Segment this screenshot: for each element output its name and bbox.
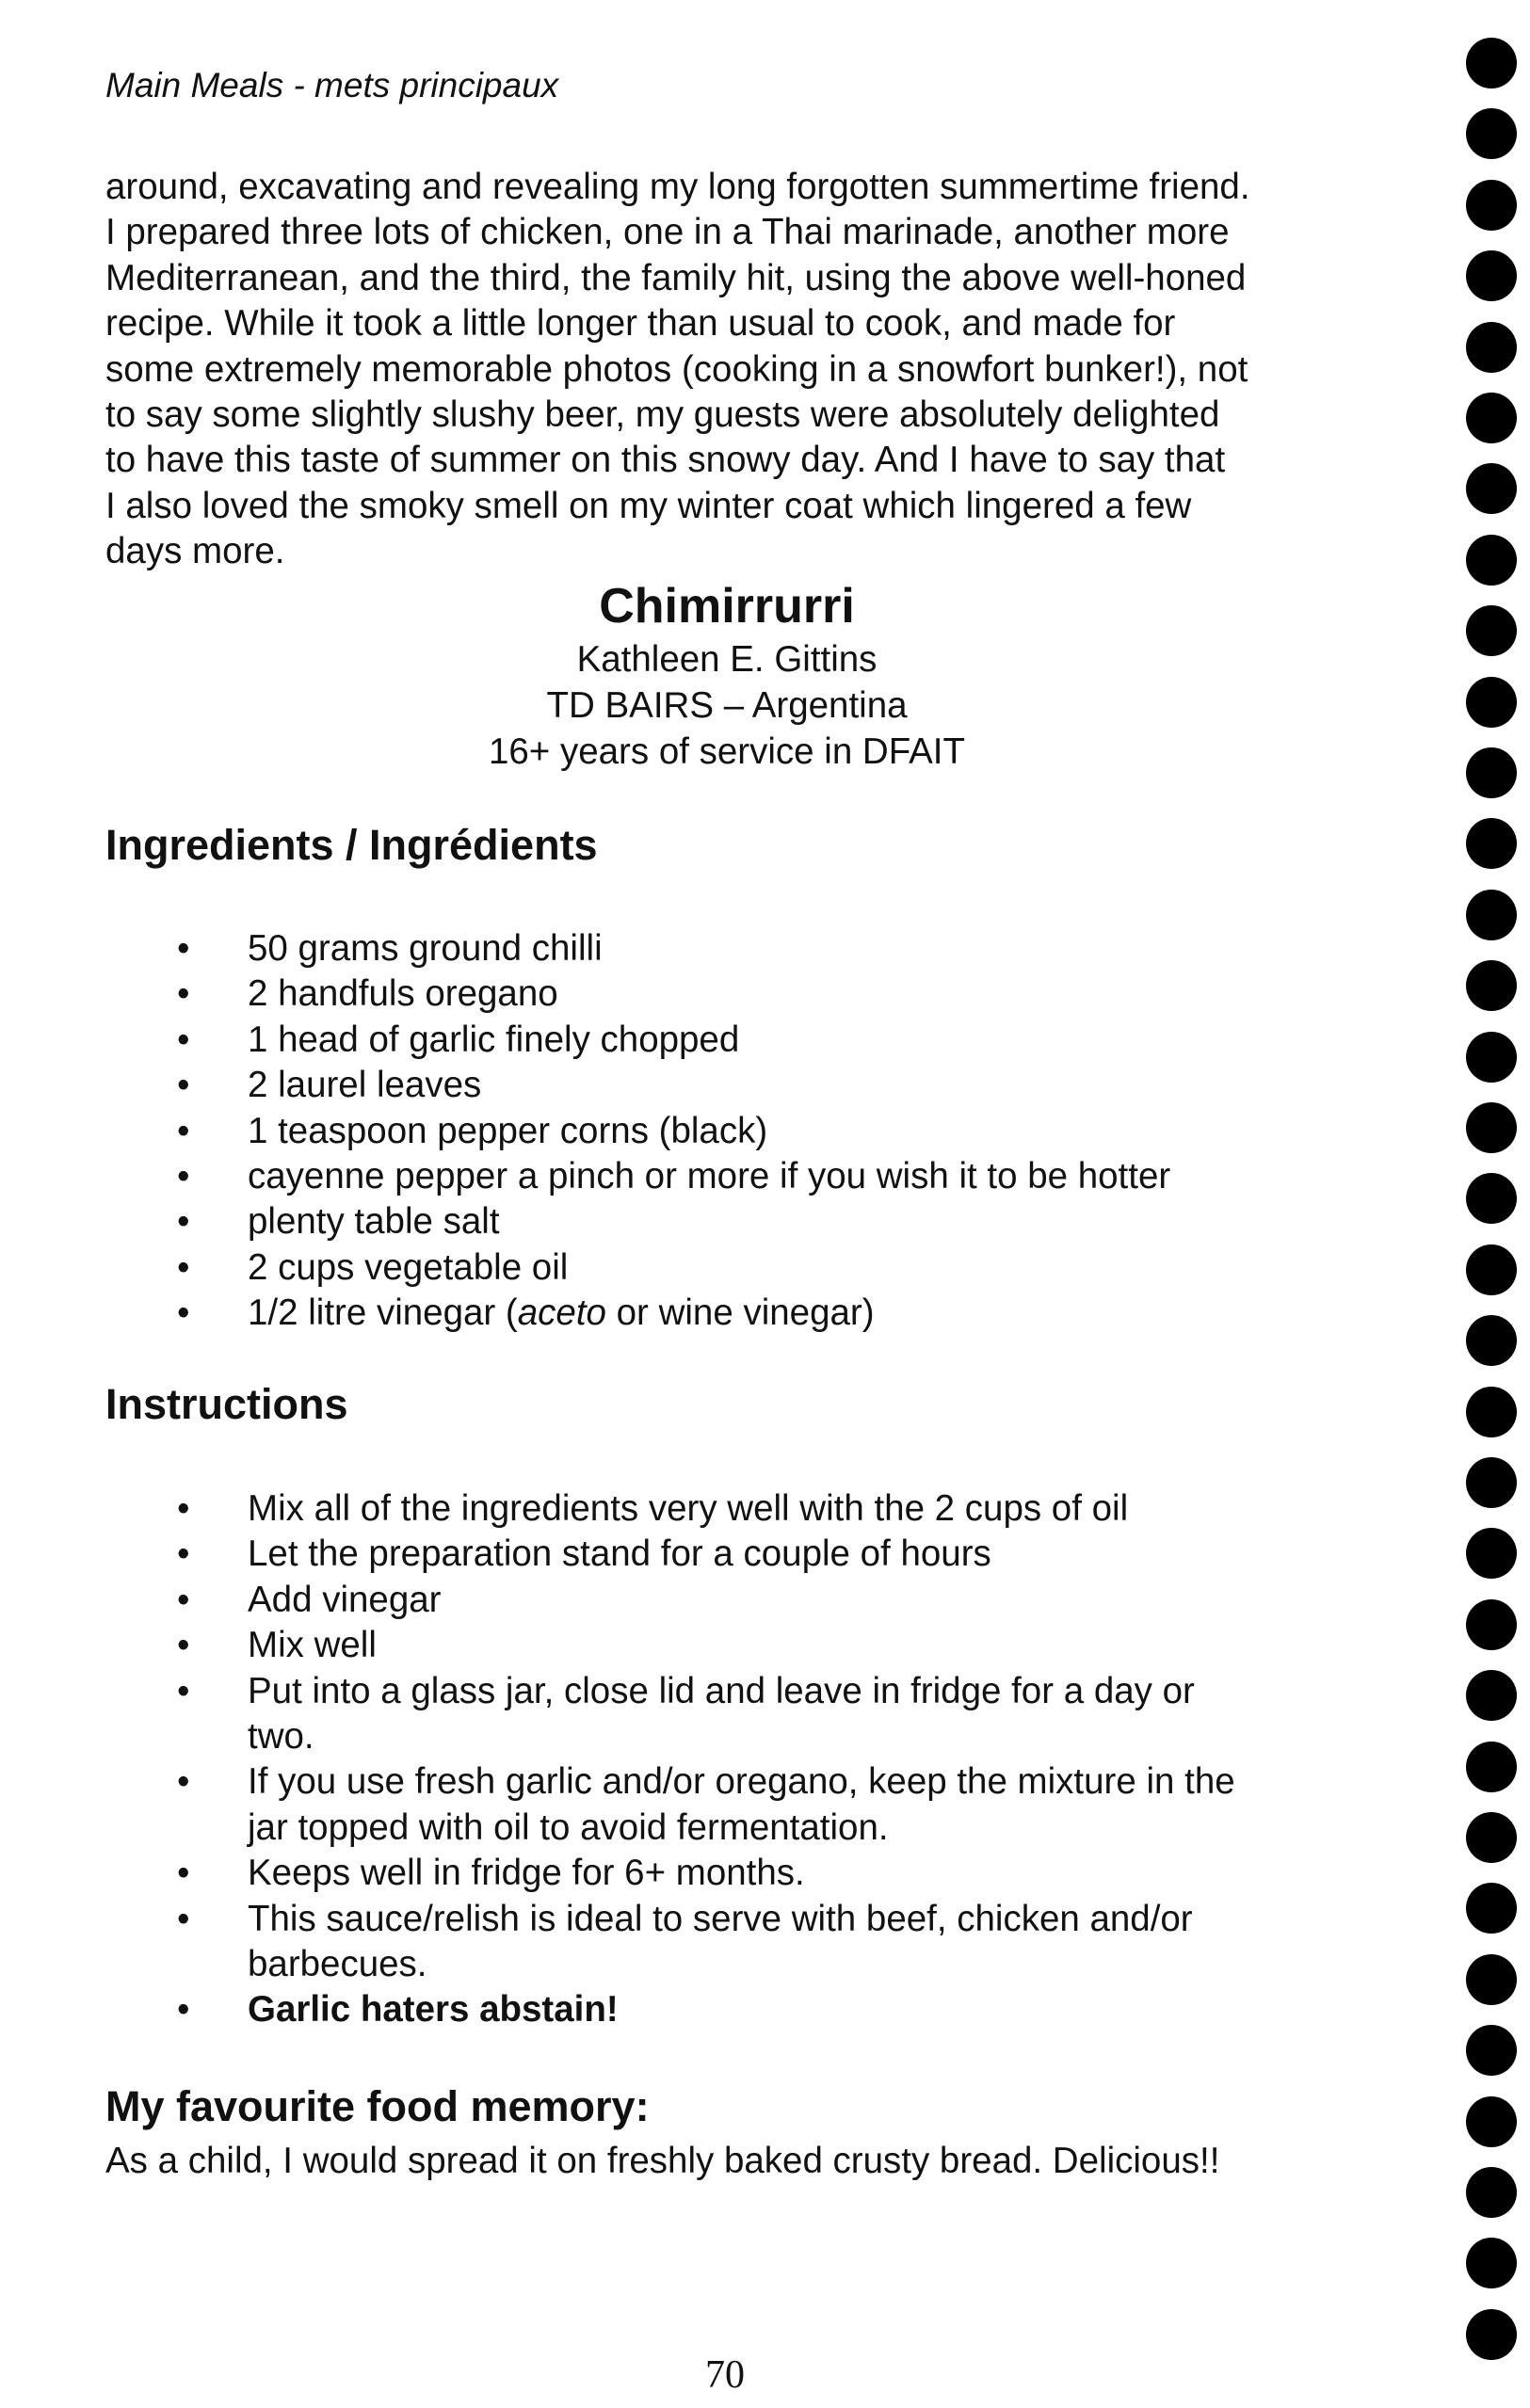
list-item (0, 1245, 1340, 1291)
intro-line: Mediterranean, and the third, the family hit, using the above well-honed (105, 257, 1247, 298)
ingredients-heading: Ingredients / Ingrédients (105, 821, 598, 869)
binding-hole-icon (1466, 322, 1517, 373)
page-number: 70 (705, 2353, 745, 2397)
ingredient-text-italic: aceto (517, 1292, 606, 1334)
binding-hole-icon (1466, 1315, 1517, 1366)
list-item (0, 971, 1340, 1017)
binding-hole-icon (1466, 2096, 1517, 2147)
bullet-icon: • (177, 1670, 190, 1711)
intro-paragraph (105, 165, 1367, 575)
binding-hole-icon (1466, 1457, 1517, 1508)
ingredient-text-before: 1/2 litre vinegar ( (248, 1292, 518, 1334)
intro-line: I also loved the smoky smell on my winter coat which lingered a few (105, 485, 1192, 526)
list-item (0, 1018, 1340, 1063)
list-item (0, 1199, 1340, 1244)
ingredient-text-after: or wine vinegar) (605, 1292, 875, 1334)
instruction-line: This sauce/relish is ideal to serve with beef, chicken and/or (248, 1898, 1193, 1939)
binding-hole-icon (1466, 108, 1517, 159)
list-item (0, 1154, 1340, 1199)
ingredient-text: 50 grams ground chilli (248, 928, 603, 969)
ingredient-text: 2 cups vegetable oil (248, 1246, 569, 1288)
list-item (0, 1623, 1340, 1668)
bullet-icon: • (177, 1533, 190, 1575)
intro-line: recipe. While it took a little longer than usual to cook, and made for (105, 303, 1176, 345)
intro-line: some extremely memorable photos (cooking in a snowfort bunker!), not (105, 348, 1248, 390)
instruction-line-bold: Garlic haters abstain! (248, 1989, 619, 2031)
binding-hole-icon (1466, 747, 1517, 798)
bullet-icon: • (177, 1246, 190, 1288)
instruction-line: Mix all of the ingredients very well with the 2 cups of oil (248, 1488, 1129, 1529)
binding-hole-icon (1466, 1173, 1517, 1224)
intro-line: I prepared three lots of chicken, one in a Thai marinade, another more (105, 212, 1230, 253)
binding-holes (1466, 38, 1519, 2400)
binding-hole-icon (1466, 250, 1517, 301)
binding-hole-icon (1466, 38, 1517, 88)
list-item (0, 1291, 1340, 1336)
bullet-icon: • (177, 1019, 190, 1060)
list-item (0, 1063, 1340, 1108)
instruction-line: Keeps well in fridge for 6+ months. (248, 1853, 805, 1894)
recipe-service: 16+ years of service in DFAIT (488, 731, 966, 772)
binding-hole-icon (1466, 818, 1517, 869)
binding-hole-icon (1466, 1883, 1517, 1934)
bullet-icon: • (177, 1625, 190, 1666)
binding-hole-icon (1466, 1954, 1517, 2005)
bullet-icon: • (177, 1110, 190, 1151)
list-item (0, 1669, 1340, 1760)
binding-hole-icon (1466, 1032, 1517, 1083)
binding-hole-icon (1466, 2025, 1517, 2076)
bullet-icon: • (177, 1853, 190, 1894)
ingredients-list (0, 926, 1340, 1337)
recipe-title: Chimirrurri (599, 579, 855, 634)
binding-hole-icon (1466, 2238, 1517, 2288)
bullet-icon: • (177, 1898, 190, 1939)
list-item (0, 1486, 1340, 1532)
recipe-author: Kathleen E. Gittins (576, 639, 878, 680)
bullet-icon: • (177, 1761, 190, 1803)
ingredient-text: 1 head of garlic finely chopped (248, 1019, 740, 1060)
ingredient-text: 1 teaspoon pepper corns (black) (248, 1110, 768, 1151)
binding-hole-icon (1466, 180, 1517, 231)
bullet-icon: • (177, 1292, 190, 1334)
bullet-icon: • (177, 1488, 190, 1529)
intro-line: to have this taste of summer on this snowy day. And I have to say that (105, 440, 1226, 481)
bullet-icon: • (177, 1989, 190, 2031)
binding-hole-icon (1466, 1742, 1517, 1792)
list-item (0, 1532, 1340, 1577)
binding-hole-icon (1466, 463, 1517, 514)
instruction-line: barbecues. (248, 1944, 427, 1985)
binding-hole-icon (1466, 1670, 1517, 1721)
binding-hole-icon (1466, 2309, 1517, 2360)
bullet-icon: • (177, 1156, 190, 1197)
memory-heading: My favourite food memory: (105, 2082, 650, 2130)
list-item (0, 1987, 1340, 2032)
instruction-line: Let the preparation stand for a couple of hours (248, 1533, 991, 1575)
intro-line: around, excavating and revealing my long forgotten summertime friend. (105, 167, 1250, 207)
binding-hole-icon (1466, 1102, 1517, 1153)
list-item (0, 1851, 1340, 1896)
bullet-icon: • (177, 928, 190, 969)
list-item (0, 926, 1340, 971)
binding-hole-icon (1466, 677, 1517, 728)
intro-line: days more. (105, 531, 285, 572)
list-item (0, 1578, 1340, 1623)
binding-hole-icon (1466, 1244, 1517, 1295)
ingredient-text (248, 1291, 1340, 1336)
bullet-icon: • (177, 1065, 190, 1106)
instruction-line: Put into a glass jar, close lid and leave in fridge for a day or (248, 1670, 1195, 1711)
instructions-list (0, 1486, 1340, 2033)
intro-line: to say some slightly slushy beer, my guests were absolutely delighted (105, 394, 1220, 436)
binding-hole-icon (1466, 605, 1517, 656)
list-item (0, 1759, 1340, 1851)
list-item (0, 1897, 1340, 1988)
instruction-line: Add vinegar (248, 1579, 442, 1620)
bullet-icon: • (177, 1579, 190, 1620)
ingredient-text: 2 laurel leaves (248, 1065, 482, 1106)
list-item (0, 1109, 1340, 1154)
binding-hole-icon (1466, 890, 1517, 940)
ingredient-text: plenty table salt (248, 1201, 500, 1243)
instruction-line: Mix well (248, 1625, 377, 1666)
binding-hole-icon (1466, 393, 1517, 443)
instructions-heading: Instructions (105, 1380, 348, 1428)
binding-hole-icon (1466, 1599, 1517, 1650)
instruction-line: jar topped with oil to avoid fermentation. (248, 1806, 889, 1848)
instruction-line: If you use fresh garlic and/or oregano, keep the mixture in the (248, 1761, 1235, 1803)
bullet-icon: • (177, 973, 190, 1015)
binding-hole-icon (1466, 1528, 1517, 1579)
memory-text: As a child, I would spread it on freshly baked crusty bread. Delicious!! (105, 2141, 1220, 2181)
instruction-line: two. (248, 1716, 314, 1758)
recipe-posting: TD BAIRS – Argentina (546, 685, 908, 726)
ingredient-text: cayenne pepper a pinch or more if you wish it to be hotter (248, 1156, 1171, 1197)
binding-hole-icon (1466, 2167, 1517, 2218)
binding-hole-icon (1466, 960, 1517, 1011)
running-header: Main Meals - mets principaux (105, 66, 559, 104)
binding-hole-icon (1466, 535, 1517, 586)
ingredient-text: 2 handfuls oregano (248, 973, 558, 1015)
binding-hole-icon (1466, 1387, 1517, 1437)
bullet-icon: • (177, 1201, 190, 1243)
binding-hole-icon (1466, 1812, 1517, 1863)
